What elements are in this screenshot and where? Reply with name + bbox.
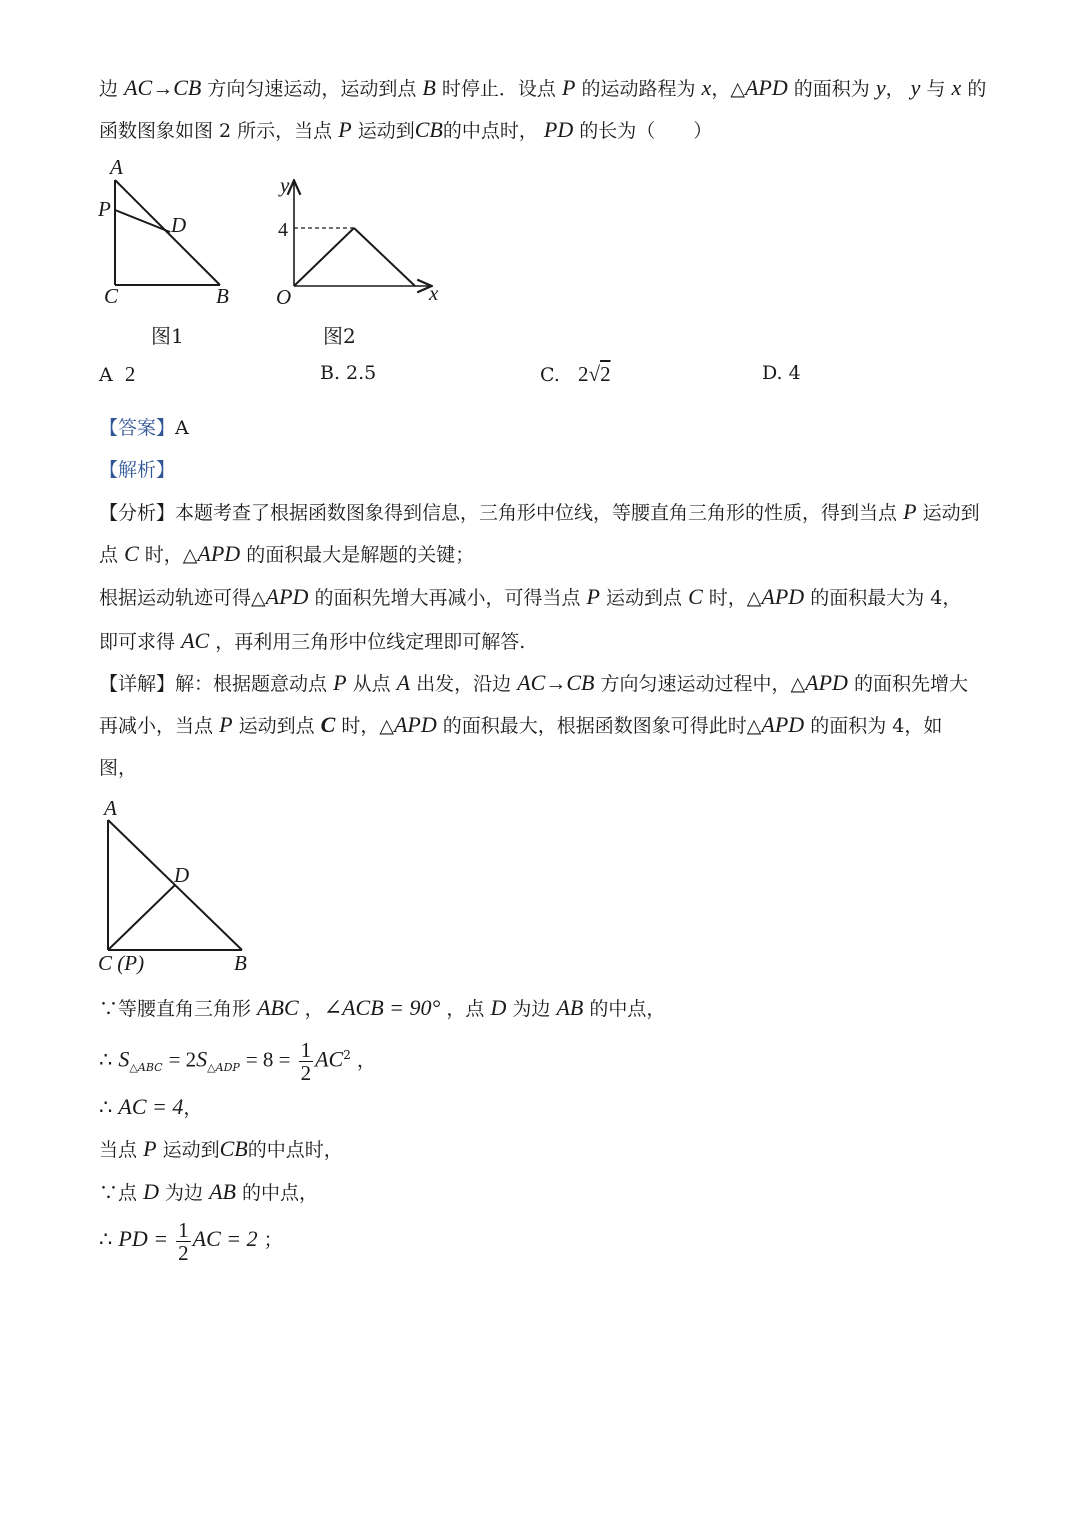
sqrt-sign: √ [588,362,601,386]
fraction-one-half: $\frac{1}{2}$ [178,1217,189,1265]
label-c: C [104,284,119,308]
xiangjie-line-3: 图， [99,757,138,779]
question-line-2: 函数图象如图 2 所示，当点 P 运动到CB的中点时， PD 的长为（ ） [99,117,713,142]
label-c-p: C (P) [98,951,145,975]
label-d: D [174,863,190,887]
option-b: B. 2.5 [320,362,377,384]
xiangjie-line-2: 再减小，当点 P 运动到点 C 时，△APD 的面积最大，根据函数图象可得此时△APD 的面积为 4，如 [99,712,943,737]
option-a: A 2 [99,362,136,386]
solution-line-3: ∴ AC = 4， [99,1094,203,1119]
fraction-one-half: $\frac{1}{2}$ [300,1037,312,1085]
figure-2-caption: 图2 [323,324,356,348]
label-x-axis: x [429,281,439,305]
label-b: B [216,284,229,308]
solution-line-5: ∵点 D 为边 AB 的中点， [99,1179,319,1204]
figure-3-triangle [90,795,270,980]
option-d: D. 4 [762,362,801,384]
label-p: P [98,197,111,221]
answer-line: 【答案】A [99,417,189,439]
label-origin: O [276,285,292,309]
fenxi-line-1: 【分析】本题考查了根据函数图象得到信息，三角形中位线，等腰直角三角形的性质，得到当点 P 运动到 [99,499,980,524]
fenxi-line-3: 根据运动轨迹可得△APD 的面积先增大再减小，可得当点 P 运动到点 C 时，△APD 的面积最大为 4， [99,584,962,609]
segment-pd [115,210,170,232]
side-ab [115,180,220,285]
solution-line-6: ∴ PD = $\frac{1}{2}$ AC = 2 ； [99,1217,283,1265]
solution-line-2: ∴ $S_{\triangle ABC} = 2S_{\triangle ADP} = 8$ = $\frac{1}{2}$ $AC^2$ ， [99,1037,376,1085]
solution-line-1: ∵等腰直角三角形 ABC ，∠ACB = 90° ，点 D 为边 AB 的中点， [99,995,666,1020]
label-a: A [110,155,123,179]
option-c: C. 2√2 [540,362,611,386]
solution-line-4: 当点 P 运动到CB的中点时， [99,1136,343,1161]
question-line-1: 边 AC→CB 方向匀速运动，运动到点 B 时停止．设点 P 的运动路程为 x，△APD 的面积为 y， y 与 x 的 [99,75,987,100]
label-four: 4 [278,219,288,241]
figure-1-triangle [90,152,250,312]
xiangjie-line-1: 【详解】解：根据题意动点 P 从点 A 出发，沿边 AC→CB 方向匀速运动过程中，△APD 的面积先增大 [99,670,968,695]
graph-falling-segment [354,228,415,286]
label-a: A [104,796,117,820]
label-y-axis: y [280,173,290,197]
analysis-tag: 【解析】 [99,459,176,481]
fenxi-line-4: 即可求得 AC ，再利用三角形中位线定理即可解答. [99,628,526,653]
figure-2-graph [270,170,460,310]
figure-1-caption: 图1 [151,324,184,348]
segment-pd [108,885,175,950]
label-d: D [171,213,187,237]
fenxi-line-2: 点 C 时，△APD 的面积最大是解题的关键； [99,541,475,566]
graph-rising-segment [294,228,354,286]
label-b: B [234,951,247,975]
